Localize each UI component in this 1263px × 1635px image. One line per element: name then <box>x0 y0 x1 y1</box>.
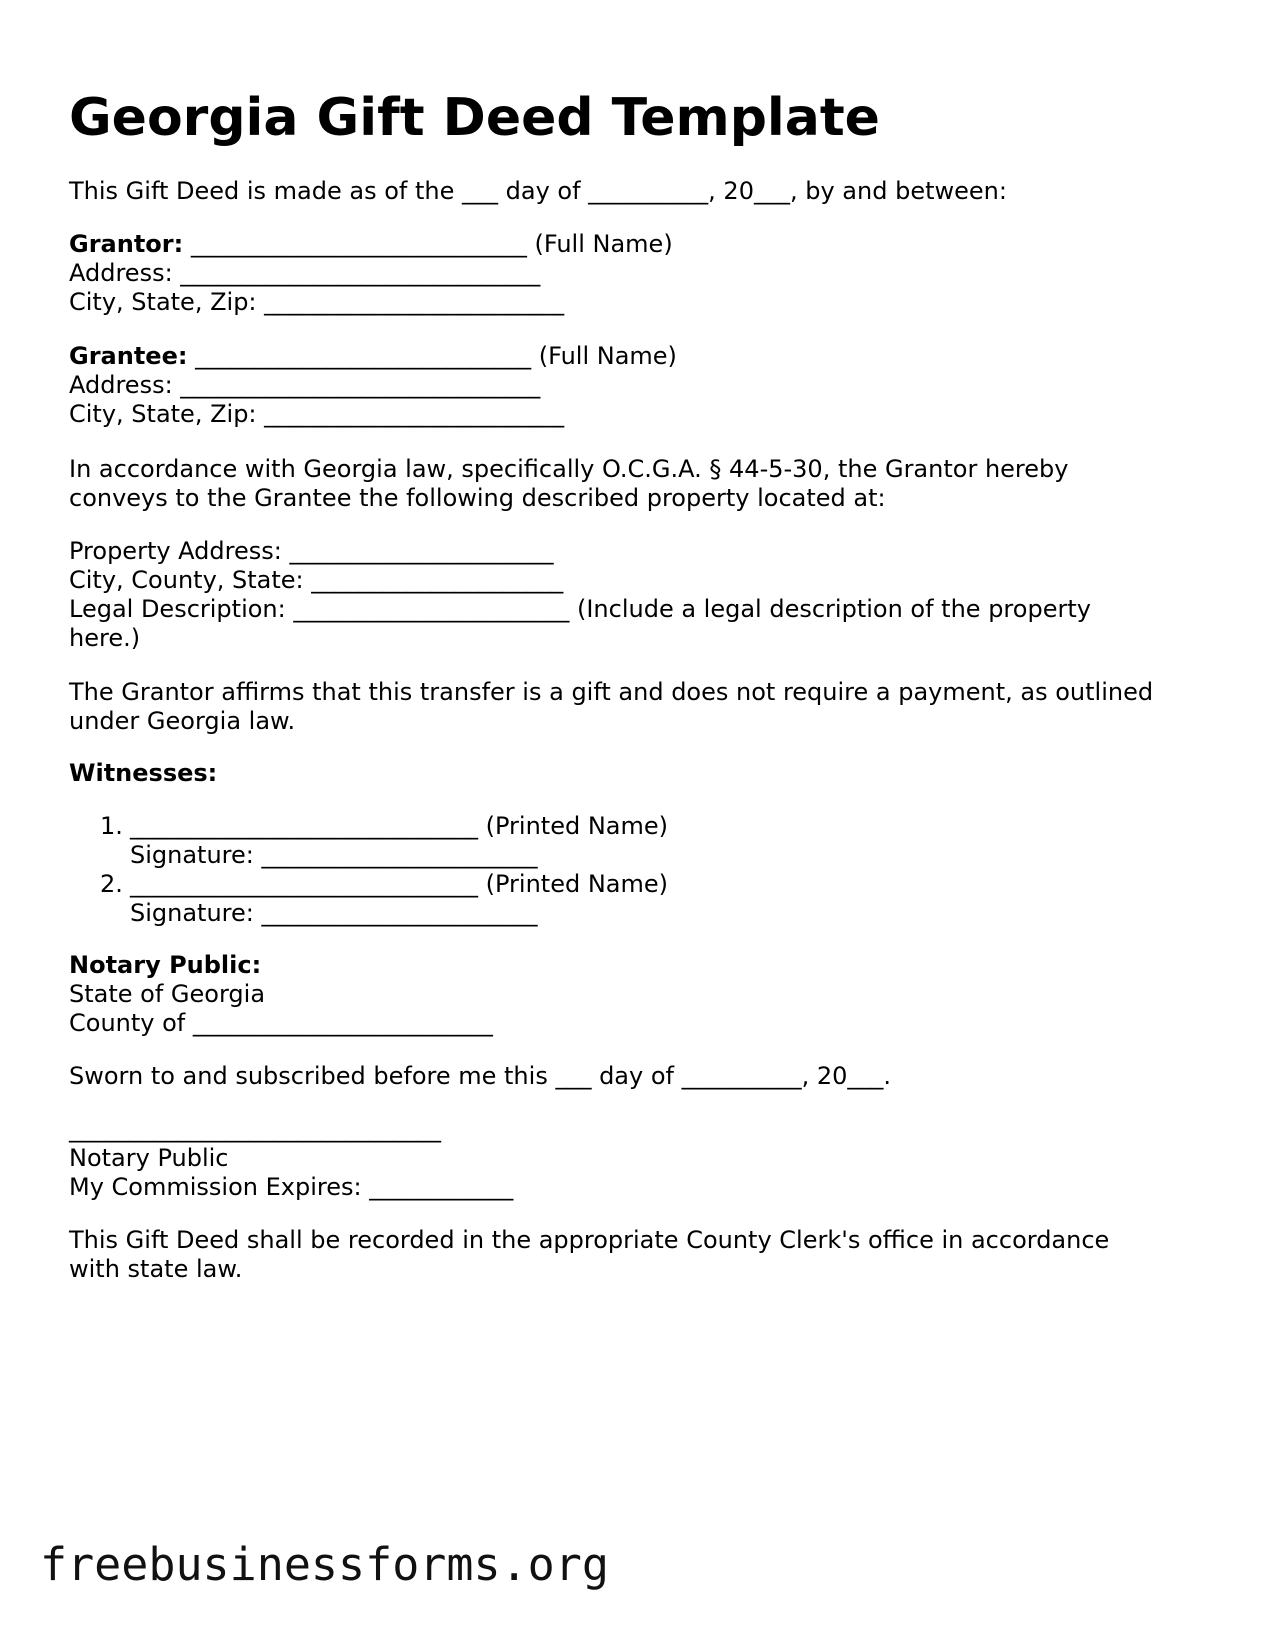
notary-title: Notary Public <box>69 1144 229 1172</box>
page-title: Georgia Gift Deed Template <box>69 88 880 148</box>
affirmation-paragraph: The Grantor affirms that this transfer is a gift and does not require a payment, as outlined under Georgia law. <box>69 678 1154 735</box>
grantee-section <box>69 342 677 429</box>
grantor-address: Address: ______________________________ <box>69 259 541 287</box>
witnesses-label: Witnesses: <box>69 759 218 787</box>
notary-label: Notary Public: <box>69 951 262 979</box>
notary-section <box>69 951 493 1038</box>
property-legal-description: Legal Description: _______________________ (Include a legal description of the property here.) <box>69 595 1091 652</box>
grantor-city-state-zip: City, State, Zip: _________________________ <box>69 288 565 316</box>
witness-item-2: 2. _____________________________ (Printed Name) Signature: _______________________ <box>100 870 668 927</box>
recording-paragraph: This Gift Deed shall be recorded in the appropriate County Clerk's office in accordance with state law. <box>69 1226 1110 1283</box>
conveyance-paragraph: In accordance with Georgia law, specifically O.C.G.A. § 44-5-30, the Grantor hereby conveys to the Grantee the following described property located at: <box>69 455 1069 512</box>
grantee-name-line: ____________________________ (Full Name) <box>195 342 677 370</box>
witness-list <box>69 812 668 928</box>
witness-1-signature: Signature: _______________________ <box>130 841 538 869</box>
notary-signature-block <box>69 1115 513 1202</box>
grantee-address: Address: ______________________________ <box>69 371 541 399</box>
notary-signature-line: _______________________________ <box>69 1115 441 1143</box>
grantor-name-line: ____________________________ (Full Name) <box>190 230 673 258</box>
property-city-county-state: City, County, State: _____________________ <box>69 566 564 594</box>
footer-watermark: freebusinessforms.org <box>40 1538 609 1591</box>
witness-1-printed-name: _____________________________ (Printed Name) <box>130 812 668 840</box>
notary-county: County of _________________________ <box>69 1009 493 1037</box>
grantor-label: Grantor: <box>69 230 184 258</box>
property-address: Property Address: ______________________ <box>69 537 554 565</box>
intro-paragraph: This Gift Deed is made as of the ___ day of __________, 20___, by and between: <box>69 177 1007 205</box>
grantee-city-state-zip: City, State, Zip: _________________________ <box>69 400 565 428</box>
grantee-label: Grantee: <box>69 342 188 370</box>
witness-2-printed-name: _____________________________ (Printed Name) <box>130 870 668 898</box>
witness-2-signature: Signature: _______________________ <box>130 899 538 927</box>
commission-expires: My Commission Expires: ____________ <box>69 1173 514 1201</box>
witness-item-1: 1. _____________________________ (Printed Name) Signature: _______________________ <box>100 812 668 869</box>
grantor-section <box>69 230 673 317</box>
notary-state: State of Georgia <box>69 980 266 1008</box>
property-section <box>69 537 1149 653</box>
sworn-statement: Sworn to and subscribed before me this ___ day of __________, 20___. <box>69 1062 892 1090</box>
